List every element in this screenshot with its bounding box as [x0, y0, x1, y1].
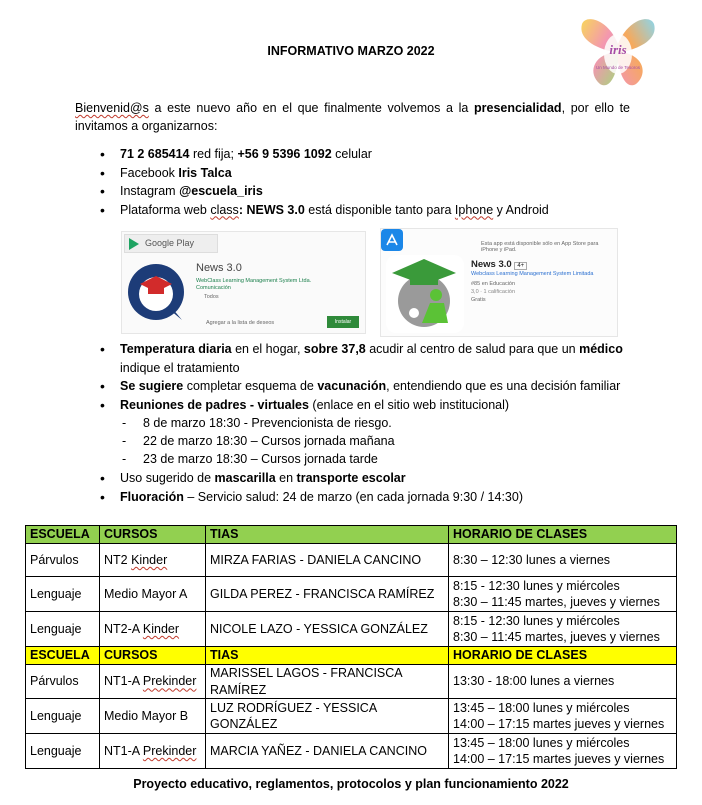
table-row	[26, 734, 677, 769]
list-item-platform	[96, 201, 656, 220]
cell-tias: LUZ RODRÍGUEZ - YESSICA GONZÁLEZ	[206, 699, 449, 734]
list-item-mask	[96, 469, 656, 488]
meeting-dates-list	[122, 414, 395, 468]
col-header-cursos: CURSOS	[100, 526, 206, 544]
apple-app-category: #85 en Educación	[471, 281, 516, 287]
temp-bold-3: médico	[579, 342, 623, 356]
facebook-handle: Iris Talca	[178, 165, 232, 180]
horario-line-2: 8:30 – 11:45 martes, jueves y viernes	[453, 630, 660, 644]
meeting-date-item: - 22 de marzo 18:30 – Cursos jornada mañana	[122, 432, 395, 450]
phone-mobile-label: celular	[331, 147, 372, 161]
cell-tias: MIRZA FARIAS - DANIELA CANCINO	[206, 544, 449, 577]
col-header-tias: TIAS	[206, 647, 449, 665]
intro-greeting: Bienvenid@s	[75, 101, 149, 115]
table-row	[26, 544, 677, 577]
list-item-fluoration	[96, 488, 656, 507]
horario-line-1: 13:45 – 18:00 lunes y miércoles	[453, 700, 630, 715]
apple-app-developer: Webclass Learning Management System Limitada	[471, 271, 594, 277]
intro-text-2: , por ello te invitamos a organizarnos:	[75, 101, 630, 133]
list-item-temperature	[96, 340, 656, 377]
mask-bold-1: mascarilla	[214, 471, 276, 485]
mask-bold-2: transporte escolar	[296, 471, 406, 485]
horario-line-1: 8:30 – 12:30 lunes a viernes	[453, 552, 611, 567]
apple-app-price: Gratis	[471, 297, 486, 303]
cell-tias: MARISSEL LAGOS - FRANCISCA RAMÍREZ	[206, 665, 449, 699]
intro-bold: presencialidad	[474, 101, 562, 115]
phone-mobile: +56 9 5396 1092	[237, 147, 332, 161]
google-app-age: Todos	[204, 294, 219, 300]
wishlist-link[interactable]: Agregar a la lista de deseos	[206, 320, 275, 326]
list-item-instagram	[96, 182, 656, 201]
schedule-table	[25, 525, 677, 769]
google-app-category: Comunicación	[196, 285, 231, 291]
cell-escuela: Lenguaje	[26, 734, 100, 769]
cell-tias: GILDA PEREZ - FRANCISCA RAMÍREZ	[206, 577, 449, 612]
document-title: INFORMATIVO MARZO 2022	[267, 44, 435, 58]
vac-text-1: completar esquema de	[183, 379, 318, 393]
list-item-meetings	[96, 396, 656, 415]
platform-android: y Android	[493, 202, 549, 217]
cell-escuela: Lenguaje	[26, 612, 100, 647]
google-play-badge	[124, 234, 218, 253]
butterfly-logo-icon	[578, 14, 658, 90]
phone-fixed-label: red fija;	[189, 147, 238, 161]
notes-list	[96, 340, 656, 414]
intro-paragraph	[75, 99, 630, 135]
horario-line-1: 13:30 - 18:00 lunes a viernes	[453, 674, 615, 689]
horario-line-2: 14:00 – 17:15 martes jueves y viernes	[453, 752, 665, 766]
col-header-escuela: ESCUELA	[26, 526, 100, 544]
cell-escuela: Párvulos	[26, 544, 100, 577]
table-header-afternoon	[26, 647, 677, 665]
horario-line-2: 14:00 – 17:15 martes jueves y viernes	[453, 717, 665, 731]
instagram-handle: @escuela_iris	[179, 184, 263, 198]
horario-line-1: 8:15 - 12:30 lunes y miércoles	[453, 578, 620, 593]
vac-text-2: , entendiendo que es una decisión familiar	[386, 379, 621, 393]
cell-tias: NICOLE LAZO - YESSICA GONZÁLEZ	[206, 612, 449, 647]
notes-list-2	[96, 469, 656, 506]
app-store-icon	[381, 229, 403, 251]
temp-text-1: en el hogar,	[231, 342, 304, 356]
mask-text-2: en	[275, 471, 297, 485]
table-row	[26, 699, 677, 734]
cell-horario	[449, 577, 677, 612]
meet-bold: Reuniones de padres - virtuales	[120, 397, 309, 412]
meeting-date-item: - 23 de marzo 18:30 – Cursos jornada tarde	[122, 450, 395, 468]
table-row	[26, 612, 677, 647]
logo-text: iris	[609, 42, 627, 57]
apple-app-rating: 3,0 · 1 calificación	[471, 289, 516, 295]
vac-bold-1: Se sugiere	[120, 379, 184, 393]
news-app-icon-ios	[386, 255, 464, 333]
intro-text-1: a este nuevo año en el que finalmente volvemos a la	[148, 101, 475, 115]
cell-escuela: Párvulos	[26, 665, 100, 699]
cell-horario	[449, 612, 677, 647]
platform-iphone: Iphone	[454, 202, 494, 217]
curso-text: NT1-A	[104, 743, 143, 758]
play-triangle-icon	[129, 238, 139, 250]
app-store-notice: Esta app está disponible sólo en App Store para iPhone y iPad.	[481, 241, 599, 253]
apple-app-age: 4+	[514, 262, 527, 270]
curso-level: Prekinder	[142, 743, 197, 758]
cell-curso	[100, 612, 206, 647]
news-app-icon	[126, 262, 188, 324]
list-item-facebook	[96, 164, 656, 183]
app-store-screenshot	[380, 228, 618, 337]
temp-text-2: acudir al centro de salud para que un	[365, 342, 580, 356]
table-row	[26, 577, 677, 612]
cell-tias: MARCIA YAÑEZ - DANIELA CANCINO	[206, 734, 449, 769]
fluor-bold: Fluoración	[120, 489, 184, 504]
apple-app-title	[471, 259, 527, 270]
meeting-date-item: - 8 de marzo 18:30 - Prevencionista de riesgo.	[122, 414, 395, 432]
platform-label: Plataforma web	[120, 202, 211, 217]
horario-line-2: 8:30 – 11:45 martes, jueves y viernes	[453, 595, 660, 609]
table-row	[26, 665, 677, 699]
google-app-name: News 3.0	[196, 262, 242, 274]
google-app-developer: WebClass Learning Management System Ltda.	[196, 278, 312, 284]
list-item-phone	[96, 145, 656, 164]
curso-text: NT2-A	[104, 621, 143, 636]
curso-text: NT1-A	[104, 674, 143, 689]
google-play-label: Google Play	[145, 238, 195, 248]
cell-curso: Medio Mayor B	[100, 699, 206, 734]
apple-app-name: News 3.0	[471, 259, 512, 270]
col-header-tias: TIAS	[206, 526, 449, 544]
meet-text: (enlace en el sitio web institucional)	[308, 397, 510, 412]
cell-horario	[449, 544, 677, 577]
install-button[interactable]: Instalar	[327, 316, 359, 328]
contact-list	[96, 145, 656, 219]
cell-escuela: Lenguaje	[26, 699, 100, 734]
logo-subtitle: Un Mundo de Tesoros	[596, 65, 640, 70]
platform-name: : NEWS 3.0	[238, 202, 305, 217]
temp-text-3: indique el tratamiento	[120, 360, 240, 375]
cell-escuela: Lenguaje	[26, 577, 100, 612]
curso-level: Kinder	[131, 552, 168, 567]
mask-text-1: Uso sugerido de	[120, 471, 215, 485]
cell-curso	[100, 665, 206, 699]
vac-bold-2: vacunación	[317, 379, 387, 393]
cell-curso	[100, 544, 206, 577]
col-header-escuela: ESCUELA	[26, 647, 100, 665]
platform-text: está disponible tanto para	[304, 202, 455, 217]
fluor-text: – Servicio salud: 24 de marzo (en cada jornada 9:30 / 14:30)	[183, 489, 523, 504]
cell-curso	[100, 734, 206, 769]
col-header-horario: HORARIO DE CLASES	[449, 526, 677, 544]
cell-curso: Medio Mayor A	[100, 577, 206, 612]
table-header-morning	[26, 526, 677, 544]
platform-class-word: class	[210, 202, 239, 217]
curso-level: Prekinder	[142, 674, 197, 689]
phone-fixed: 71 2 685414	[120, 147, 190, 161]
facebook-label: Facebook	[120, 165, 179, 180]
temp-bold-1: Temperatura diaria	[120, 342, 232, 356]
footer-text: Proyecto educativo, reglamentos, protocolos y plan funcionamiento 2022	[133, 777, 569, 791]
col-header-horario: HORARIO DE CLASES	[449, 647, 677, 665]
instagram-label: Instagram	[120, 184, 180, 198]
col-header-cursos: CURSOS	[100, 647, 206, 665]
google-play-screenshot	[121, 231, 366, 334]
temp-bold-2: sobre 37,8	[303, 342, 366, 356]
horario-line-1: 13:45 – 18:00 lunes y miércoles	[453, 735, 630, 750]
cell-horario	[449, 734, 677, 769]
cell-horario	[449, 665, 677, 699]
curso-text: NT2	[104, 552, 132, 567]
list-item-vaccination	[96, 377, 656, 396]
curso-level: Kinder	[142, 621, 180, 636]
horario-line-1: 8:15 - 12:30 lunes y miércoles	[453, 613, 620, 628]
cell-horario	[449, 699, 677, 734]
